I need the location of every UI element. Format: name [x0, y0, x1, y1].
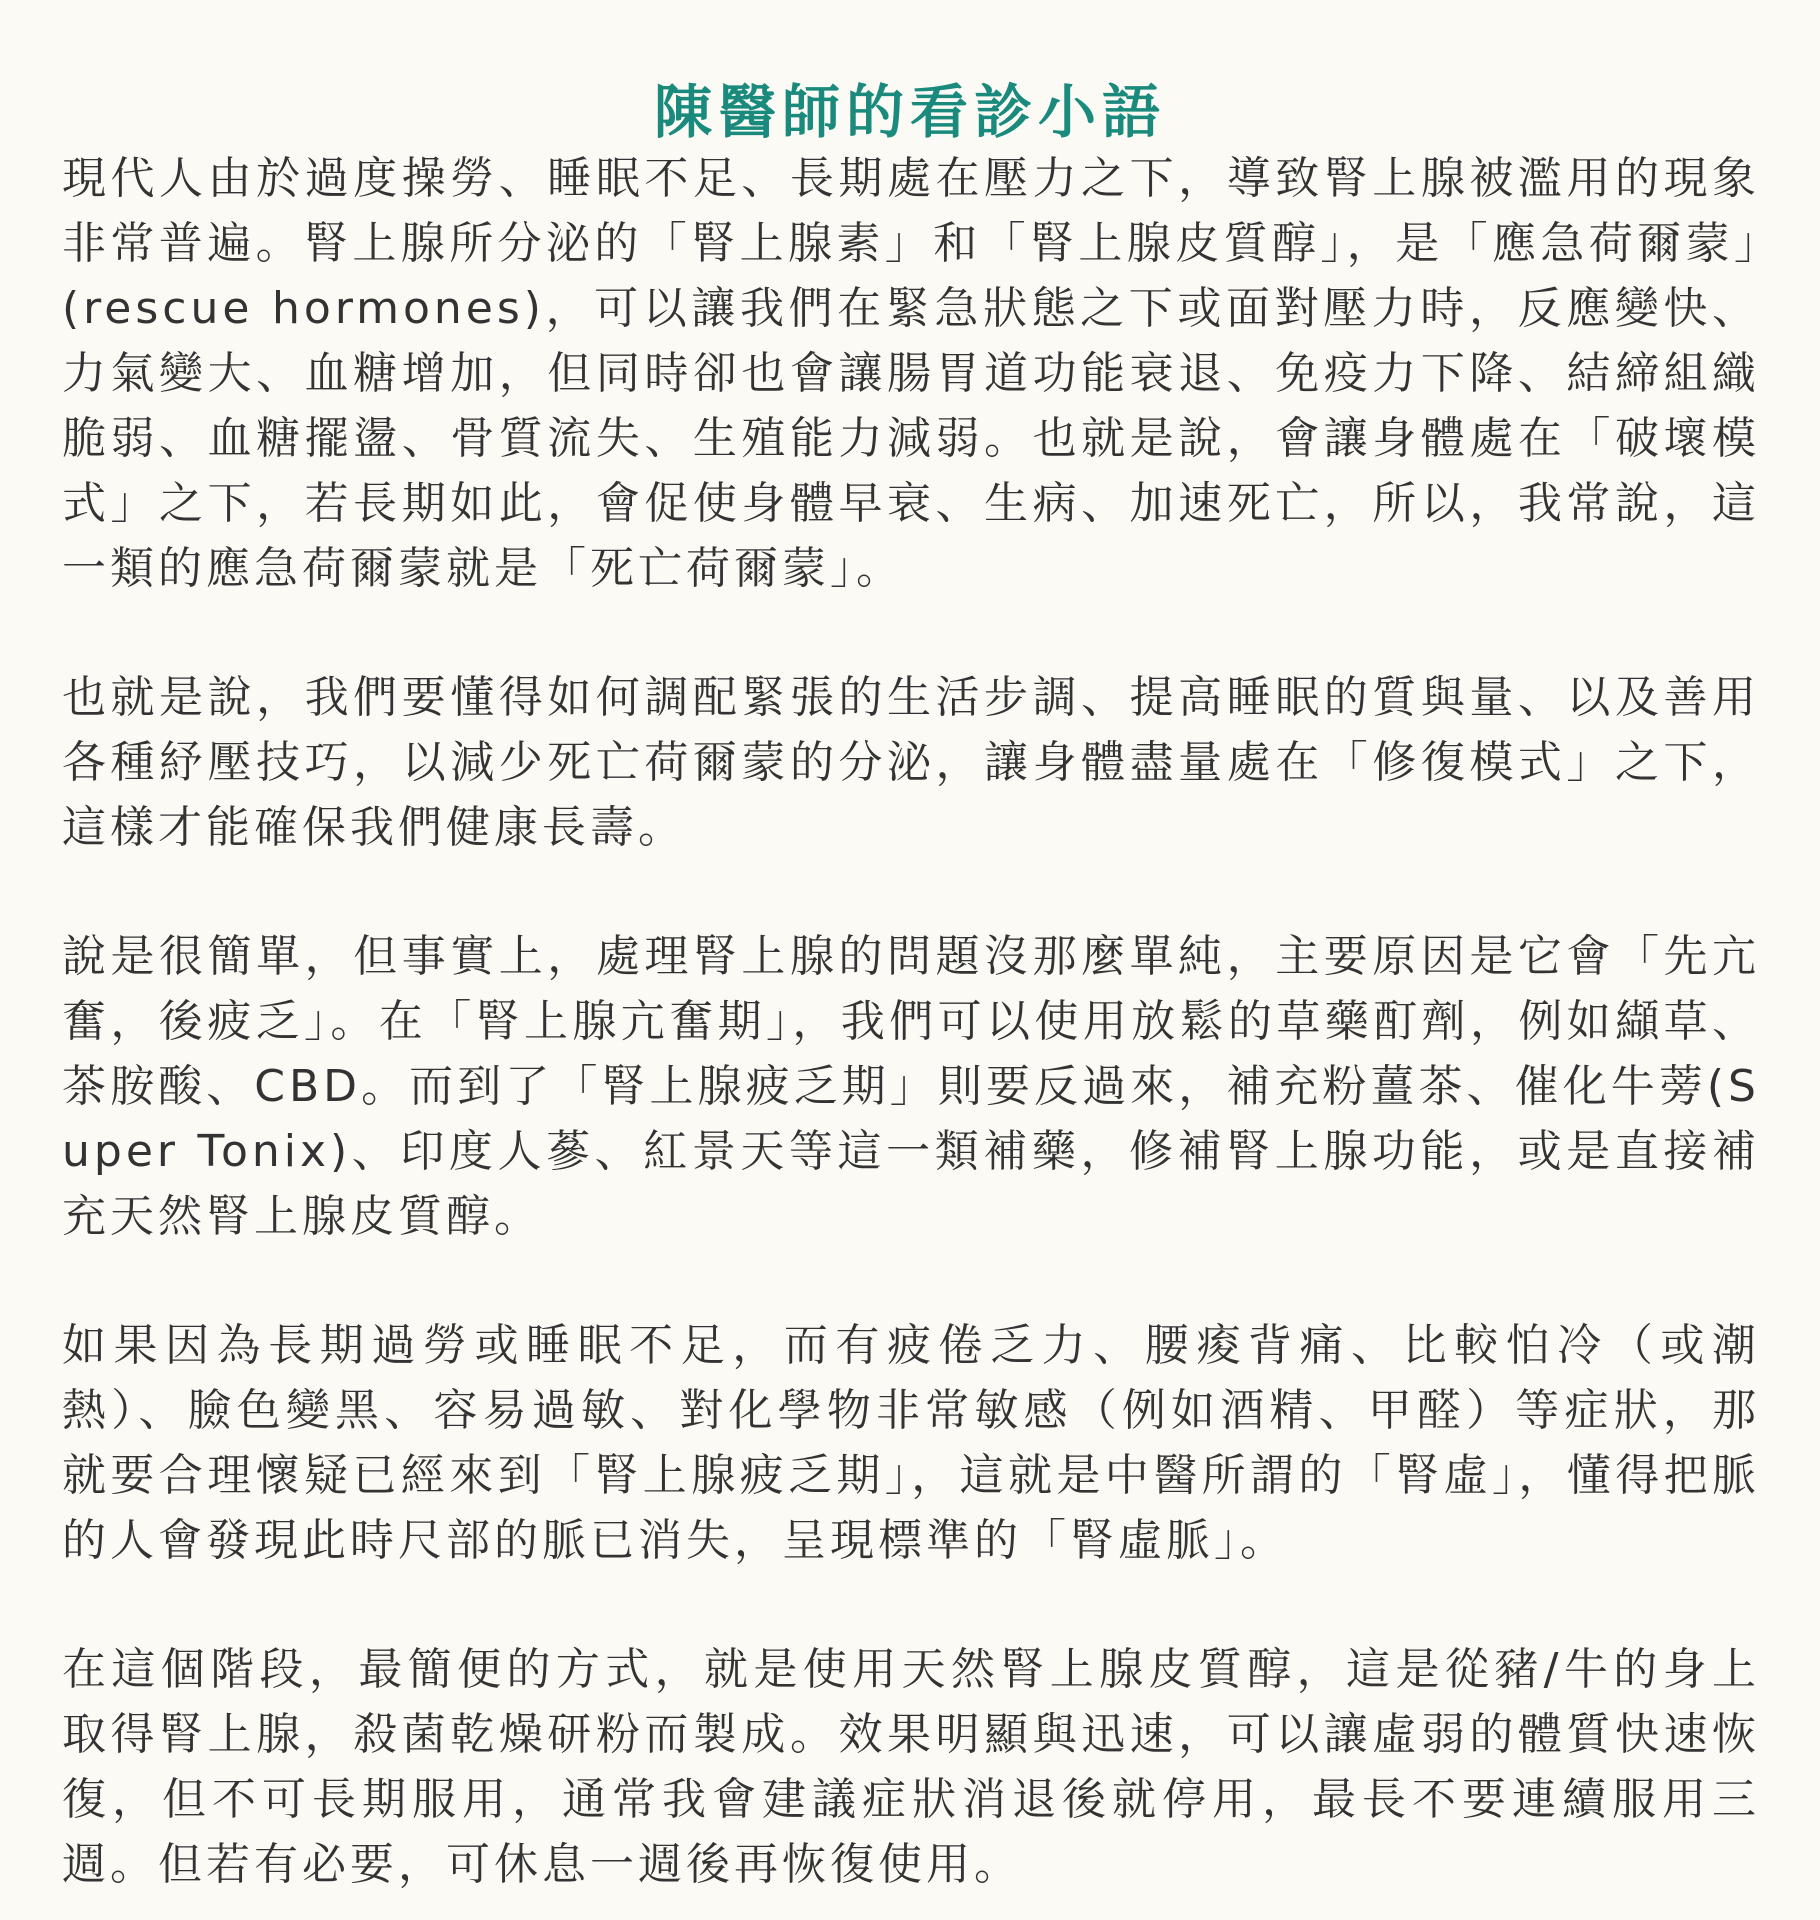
article-title: 陳醫師的看診小語 [653, 77, 1166, 146]
paragraph-3: 說是很簡單，但事實上，處理腎上腺的問題沒那麼單純，主要原因是它會「先亢奮，後疲乏」。在「腎上腺亢奮期」，我們可以使用放鬆的草藥酊劑，例如纈草、茶胺酸、CBD。而到了「腎上腺疲乏期」則要反過來，補充粉薑茶、催化牛蒡(Super Tonix)、印度人蔘、紅景天等這一類補藥，修補腎上腺功能，或是直接補充天然腎上腺皮質醇。 [62, 931, 1760, 1242]
article-body [62, 146, 1760, 1897]
paragraph-1: 現代人由於過度操勞、睡眠不足、長期處在壓力之下，導致腎上腺被濫用的現象非常普遍。腎上腺所分泌的「腎上腺素」和「腎上腺皮質醇」，是「應急荷爾蒙」(rescue hormones)，可以讓我們在緊急狀態之下或面對壓力時，反應變快、力氣變大、血糖增加，但同時卻也會讓腸胃道功能衰退、免疫力下降、結締組織脆弱、血糖擺盪、骨質流失、生殖能力減弱。也就是說，會讓身體處在「破壞模式」之下，若長期如此，會促使身體早衰、生病、加速死亡，所以，我常說，這一類的應急荷爾蒙就是「死亡荷爾蒙」。 [62, 153, 1760, 594]
paragraph-5: 在這個階段，最簡便的方式，就是使用天然腎上腺皮質醇，這是從豬/牛的身上取得腎上腺，殺菌乾燥研粉而製成。效果明顯與迅速，可以讓虛弱的體質快速恢復，但不可長期服用，通常我會建議症狀消退後就停用，最長不要連續服用三週。但若有必要，可休息一週後再恢復使用。 [62, 1644, 1760, 1890]
paragraph-2: 也就是說，我們要懂得如何調配緊張的生活步調、提高睡眠的質與量、以及善用各種紓壓技巧，以減少死亡荷爾蒙的分泌，讓身體盡量處在「修復模式」之下，這樣才能確保我們健康長壽。 [62, 672, 1760, 853]
paragraph-4: 如果因為長期過勞或睡眠不足，而有疲倦乏力、腰痠背痛、比較怕冷（或潮熱）、臉色變黑、容易過敏、對化學物非常敏感（例如酒精、甲醛）等症狀，那就要合理懷疑已經來到「腎上腺疲乏期」，這就是中醫所謂的「腎虛」，懂得把脈的人會發現此時尺部的脈已消失，呈現標準的「腎虛脈」。 [62, 1320, 1760, 1566]
